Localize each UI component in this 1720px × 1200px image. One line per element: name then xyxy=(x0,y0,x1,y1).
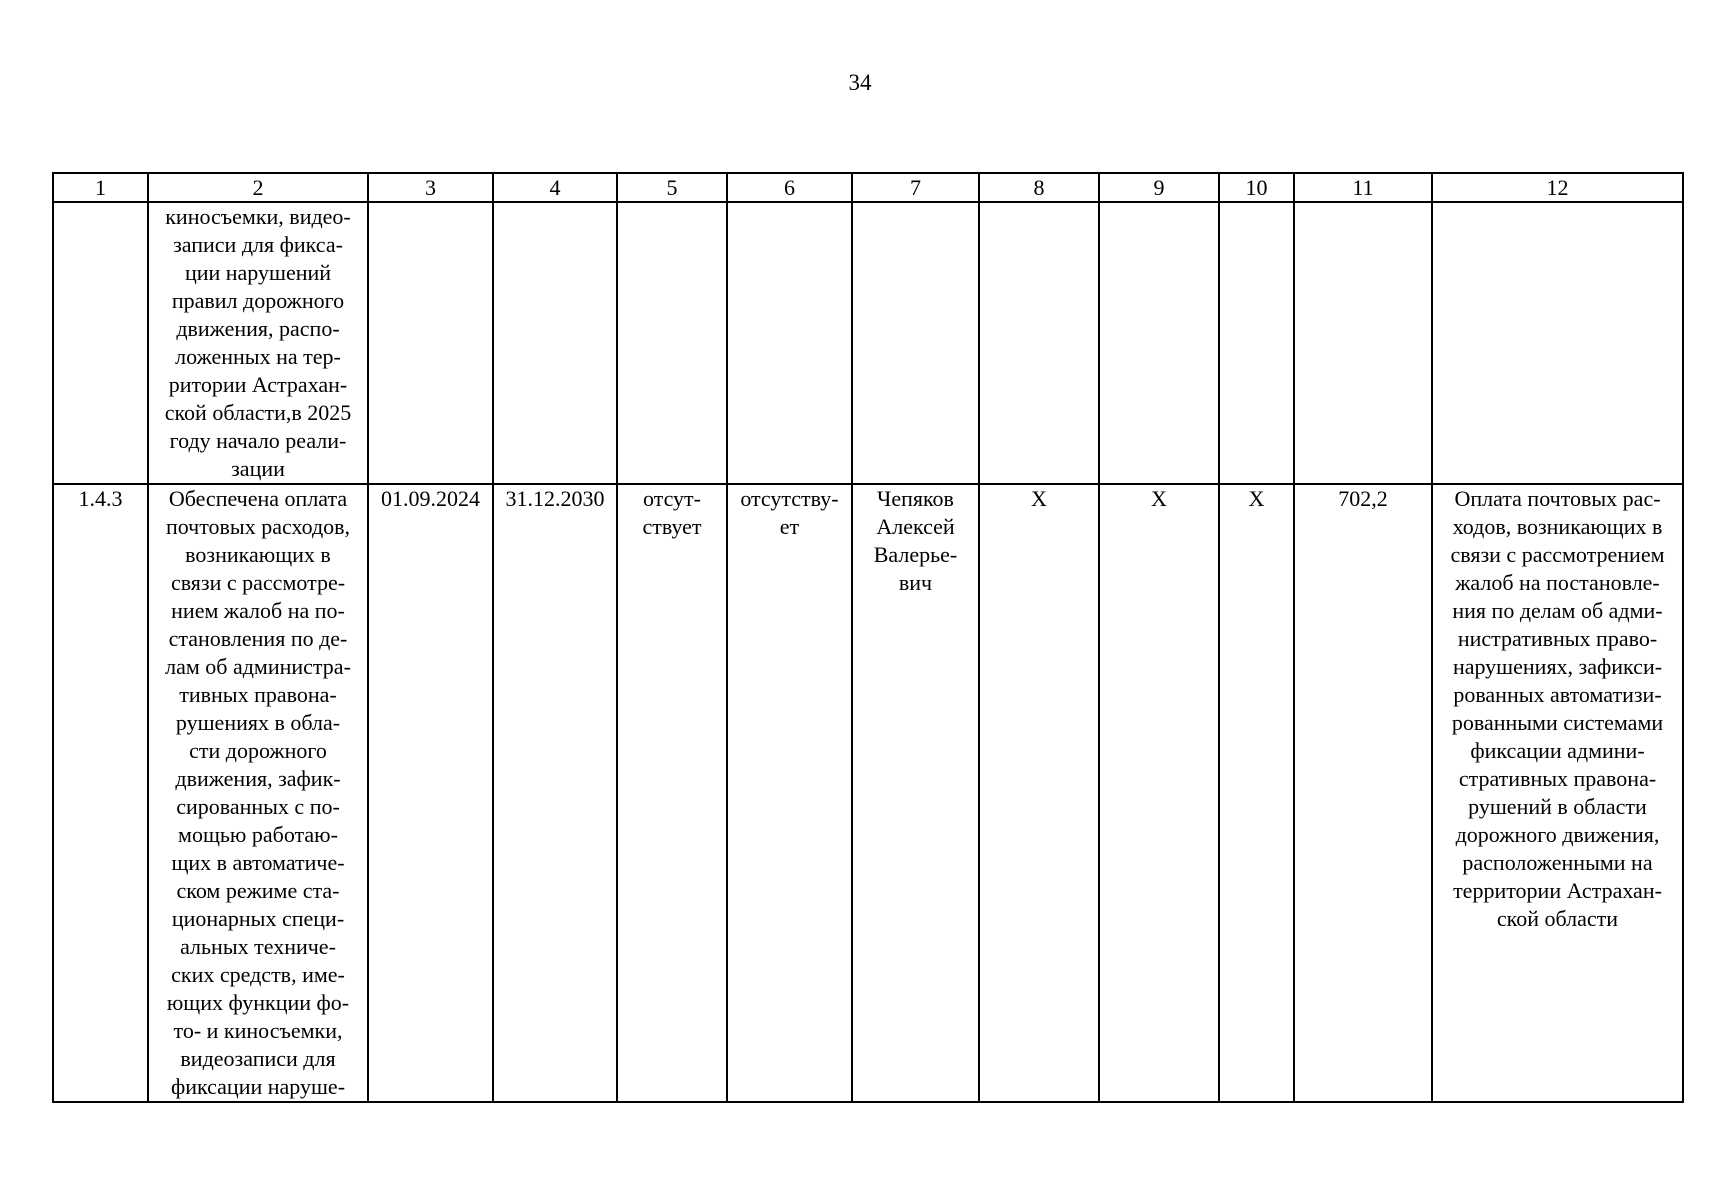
column-header-10: 10 xyxy=(1219,173,1294,202)
column-header-8: 8 xyxy=(979,173,1099,202)
cell-number xyxy=(53,202,148,484)
cell-result xyxy=(1432,202,1683,484)
column-header-11: 11 xyxy=(1294,173,1432,202)
cell-start-date: 01.09.2024 xyxy=(368,484,493,1102)
cell-number: 1.4.3 xyxy=(53,484,148,1102)
table-row xyxy=(53,484,1683,1102)
column-number-row xyxy=(53,173,1683,202)
cell-amount: 702,2 xyxy=(1294,484,1432,1102)
column-header-3: 3 xyxy=(368,173,493,202)
column-header-7: 7 xyxy=(852,173,979,202)
cell-responsible: Чепяков Алексей Валерье- вич xyxy=(852,484,979,1102)
cell-end-date xyxy=(493,202,617,484)
cell-end-date: 31.12.2030 xyxy=(493,484,617,1102)
column-header-1: 1 xyxy=(53,173,148,202)
cell-col-8 xyxy=(979,202,1099,484)
column-header-5: 5 xyxy=(617,173,727,202)
cell-col-9 xyxy=(1099,202,1219,484)
column-header-4: 4 xyxy=(493,173,617,202)
column-header-2: 2 xyxy=(148,173,368,202)
page-number: 34 xyxy=(848,70,872,95)
cell-col-5: отсут- ствует xyxy=(617,484,727,1102)
cell-col-6: отсутству- ет xyxy=(727,484,852,1102)
column-header-9: 9 xyxy=(1099,173,1219,202)
cell-col-10 xyxy=(1219,202,1294,484)
cell-description: Обеспечена оплата почтовых расходов, возникающих в связи с рассмотре- нием жалоб на по- становления по де- лам об администра- тивных правона- рушениях в обла- сти дорожного движения, зафик- сированных с по- мощью работаю- щих в автоматиче- ском режиме ста- ционарных специ- альных техниче- ских средств, име- ющих функции фо- то- и киносъемки, видеозаписи для фиксации наруше- xyxy=(148,484,368,1102)
cell-responsible xyxy=(852,202,979,484)
cell-col-5 xyxy=(617,202,727,484)
cell-col-10: X xyxy=(1219,484,1294,1102)
cell-col-6 xyxy=(727,202,852,484)
cell-result: Оплата почтовых рас- ходов, возникающих в связи с рассмотрением жалоб на постановле- ния по делам об адми- нистративных право- нарушениях, зафикси- рованных автоматизи- рованными системами фиксации админи- стративных правона- рушений в области дорожного движения, расположенными на территории Астрахан- ской области xyxy=(1432,484,1683,1102)
cell-description: киносъемки, видео- записи для фикса- ции нарушений правил дорожного движения, распо- ложенных на тер- ритории Астрахан- ской области,в 2025 году начало реали- зации xyxy=(148,202,368,484)
cell-amount xyxy=(1294,202,1432,484)
cell-col-9: X xyxy=(1099,484,1219,1102)
column-header-12: 12 xyxy=(1432,173,1683,202)
column-header-6: 6 xyxy=(727,173,852,202)
program-table xyxy=(52,172,1684,1103)
cell-start-date xyxy=(368,202,493,484)
table-row xyxy=(53,202,1683,484)
cell-col-8: X xyxy=(979,484,1099,1102)
